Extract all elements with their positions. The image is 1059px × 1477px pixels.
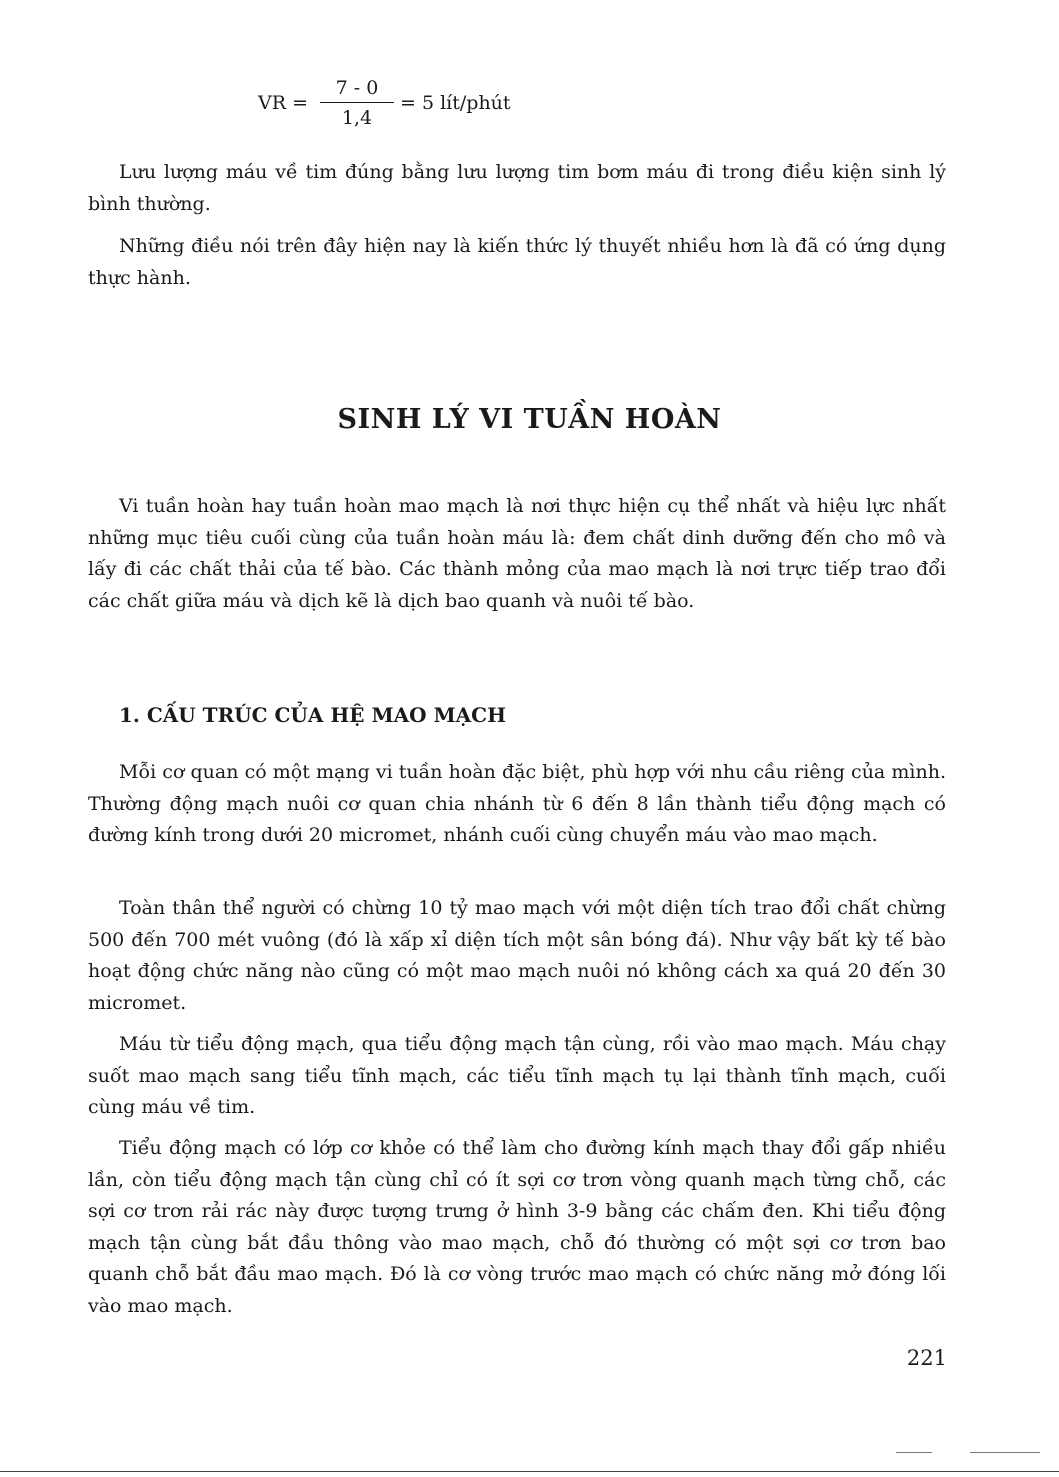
fraction-bar [320,102,394,103]
paragraph-theory-note: Những điều nói trên đây hiện nay là kiến thức lý thuyết nhiều hơn là đã có ứng dụng thực hành. [88,235,946,289]
paragraph-arteriole-structure: Tiểu động mạch có lớp cơ khỏe có thể làm cho đường kính mạch thay đổi gấp nhiều lần, còn tiểu động mạch tận cùng chỉ có ít sợi cơ trơn vòng quanh mạch từng chỗ, các sợi cơ trơn rải rác này được tượng trưng ở hình 3-9 bằng các chấm đen. Khi tiểu động mạch tận cùng bắt đầu thông vào mao mạch, chỗ đó thường có một sợi cơ trơn bao quanh chỗ bắt đầu mao mạch. Đó là cơ vòng trước mao mạch có chức năng mở đóng lối vào mao mạch. [88,1137,946,1317]
scan-mark-right [970,1452,1040,1453]
footer-rule [0,1471,1059,1472]
formula-lhs: VR = [258,92,308,114]
scan-mark-left [896,1452,932,1453]
formula-denominator: 1,4 [341,107,373,129]
formula-fraction [320,76,394,130]
paragraph-capillary-count: Toàn thân thể người có chừng 10 tỷ mao mạch với một diện tích trao đổi chất chừng 500 đến 700 mét vuông (đó là xấp xỉ diện tích một sân bóng đá). Như vậy bất kỳ tế bào hoạt động chức năng nào cũng có một mao mạch nuôi nó không cách xa quá 20 đến 30 micromet. [88,897,946,1014]
paragraph-chapter-intro: Vi tuần hoàn hay tuần hoàn mao mạch là nơi thực hiện cụ thể nhất và hiệu lực nhất những mục tiêu cuối cùng của tuần hoàn máu là: đem chất dinh dưỡng đến cho mô và lấy đi các chất thải của tế bào. Các thành mỏng của mao mạch là nơi trực tiếp trao đổi các chất giữa máu và dịch kẽ là dịch bao quanh và nuôi tế bào. [88,495,946,612]
paragraph-venous-return: Lưu lượng máu về tim đúng bằng lưu lượng tim bơm máu đi trong điều kiện sinh lý bình thường. [88,161,946,215]
page-number: 221 [906,1346,947,1370]
section-heading: 1. CẤU TRÚC CỦA HỆ MAO MẠCH [119,703,506,727]
chapter-title: SINH LÝ VI TUẦN HOÀN [337,404,722,435]
formula-rhs: = 5 lít/phút [400,92,511,114]
paragraph-capillary-network: Mỗi cơ quan có một mạng vi tuần hoàn đặc biệt, phù hợp với nhu cầu riêng của mình. Thường động mạch nuôi cơ quan chia nhánh từ 6 đến 8 lần thành tiểu động mạch có đường kính trong dưới 20 micromet, nhánh cuối cùng chuyển máu vào mao mạch. [88,761,946,846]
formula-numerator: 7 - 0 [335,77,379,99]
paragraph-blood-path: Máu từ tiểu động mạch, qua tiểu động mạch tận cùng, rồi vào mao mạch. Máu chạy suốt mao mạch sang tiểu tĩnh mạch, các tiểu tĩnh mạch tụ lại thành tĩnh mạch, cuối cùng máu về tim. [88,1033,946,1118]
